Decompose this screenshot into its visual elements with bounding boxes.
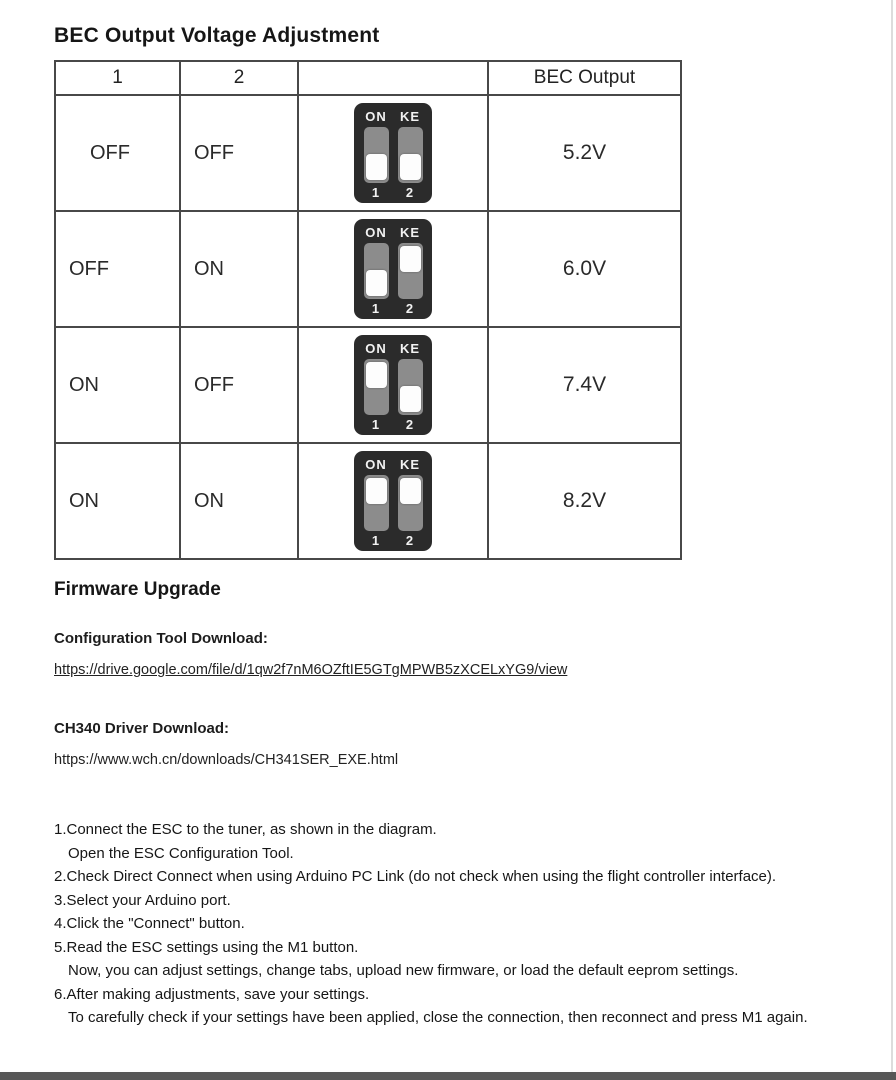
dip-pin-labels [364,302,423,315]
dip-lever-1 [364,359,389,415]
ch340-driver-download-url: https://www.wch.cn/downloads/CH341SER_EXE.html [54,752,399,768]
dip-lever-cap [400,478,421,504]
bec-output-value: 5.2V [488,95,681,211]
instruction-line: Open the ESC Configuration Tool. [68,844,294,862]
instruction-line: 4.Click the "Connect" button. [54,915,245,932]
bec-output-value: 6.0V [488,211,681,327]
dip-levers [364,127,423,183]
dip-lever-cap [366,362,387,388]
instruction-line: 2.Check Direct Connect when using Arduino PC Link (do not check when using the flight controller interface). [54,868,777,885]
dip-diagram-cell [298,443,488,559]
dip-diagram-cell [298,95,488,211]
table-row [55,211,681,327]
ch340-driver-download-label: CH340 Driver Download: [54,720,230,737]
instruction-line: 3.Select your Arduino port. [54,891,231,909]
dip-pin-2-label: 2 [405,533,415,548]
bec-output-value: 8.2V [488,443,681,559]
header-bec-output: BEC Output [488,61,681,95]
dip-on-label: ON [365,109,387,124]
header-diagram [298,61,488,95]
instruction-line: 6.After making adjustments, save your settings. [54,985,370,1003]
dip-on-label: ON [365,225,387,240]
dip-lever-1 [364,475,389,531]
dip-levers [364,243,423,299]
dip-diagram-cell [298,327,488,443]
firmware-instructions [54,818,896,1030]
switch2-state-cell: OFF [180,327,298,443]
dip-pin-labels [364,534,423,547]
table-row [55,443,681,559]
dip-pin-1-label: 1 [371,417,381,432]
dip-pin-1-label: 1 [371,533,381,548]
dip-pin-1-label: 1 [371,185,381,200]
dip-switch-graphic [354,451,432,551]
dip-switch-graphic [354,335,432,435]
switch2-state-cell: ON [180,443,298,559]
dip-pin-2-label: 2 [405,301,415,316]
dip-brand-label: KE [399,109,421,124]
switch1-state-cell: OFF [55,95,180,211]
dip-lever-2 [398,359,423,415]
dip-lever-2 [398,127,423,183]
switch1-state-cell: OFF [55,211,180,327]
instruction-line: 1.Connect the ESC to the tuner, as shown in the diagram. [54,821,437,838]
dip-brand-label: KE [399,457,421,472]
switch1-state-cell: ON [55,443,180,559]
table-row [55,95,681,211]
dip-lever-1 [364,243,389,299]
dip-switch-graphic [354,103,432,203]
dip-levers [364,359,423,415]
config-tool-download-link[interactable]: https://drive.google.com/file/d/1qw2f7nM6OZftIE5GTgMPWB5zXCELxYG9/view [54,662,568,678]
dip-on-label: ON [365,457,387,472]
dip-lever-cap [400,386,421,412]
dip-pin-1-label: 1 [371,301,381,316]
header-switch-1: 1 [55,61,180,95]
bec-output-table [54,60,682,560]
header-switch-2: 2 [180,61,298,95]
dip-lever-cap [400,154,421,180]
config-tool-download-label: Configuration Tool Download: [54,630,268,647]
dip-top-labels [364,110,423,123]
dip-lever-cap [366,270,387,296]
bec-output-value: 7.4V [488,327,681,443]
dip-top-labels [364,226,423,239]
page-edge-divider [891,0,893,1080]
instruction-line: To carefully check if your settings have been applied, close the connection, then reconnect and press M1 again. [68,1009,808,1026]
firmware-upgrade-heading: Firmware Upgrade [54,579,221,600]
dip-lever-1 [364,127,389,183]
switch1-state-cell: ON [55,327,180,443]
dip-on-label: ON [365,341,387,356]
instruction-line: Now, you can adjust settings, change tabs, upload new firmware, or load the default eeprom settings. [68,962,739,979]
table-header-row [55,61,681,95]
dip-pin-labels [364,418,423,431]
page-title: BEC Output Voltage Adjustment [54,24,380,47]
dip-brand-label: KE [399,225,421,240]
dip-lever-cap [400,246,421,272]
dip-brand-label: KE [399,341,421,356]
dip-lever-cap [366,478,387,504]
dip-lever-2 [398,243,423,299]
switch2-state-cell: OFF [180,95,298,211]
dip-lever-cap [366,154,387,180]
dip-top-labels [364,458,423,471]
bottom-bar [0,1072,896,1080]
dip-levers [364,475,423,531]
table-row [55,327,681,443]
dip-diagram-cell [298,211,488,327]
dip-switch-graphic [354,219,432,319]
dip-top-labels [364,342,423,355]
switch2-state-cell: ON [180,211,298,327]
dip-pin-labels [364,186,423,199]
dip-pin-2-label: 2 [405,417,415,432]
instruction-line: 5.Read the ESC settings using the M1 button. [54,938,359,956]
dip-lever-2 [398,475,423,531]
dip-pin-2-label: 2 [405,185,415,200]
